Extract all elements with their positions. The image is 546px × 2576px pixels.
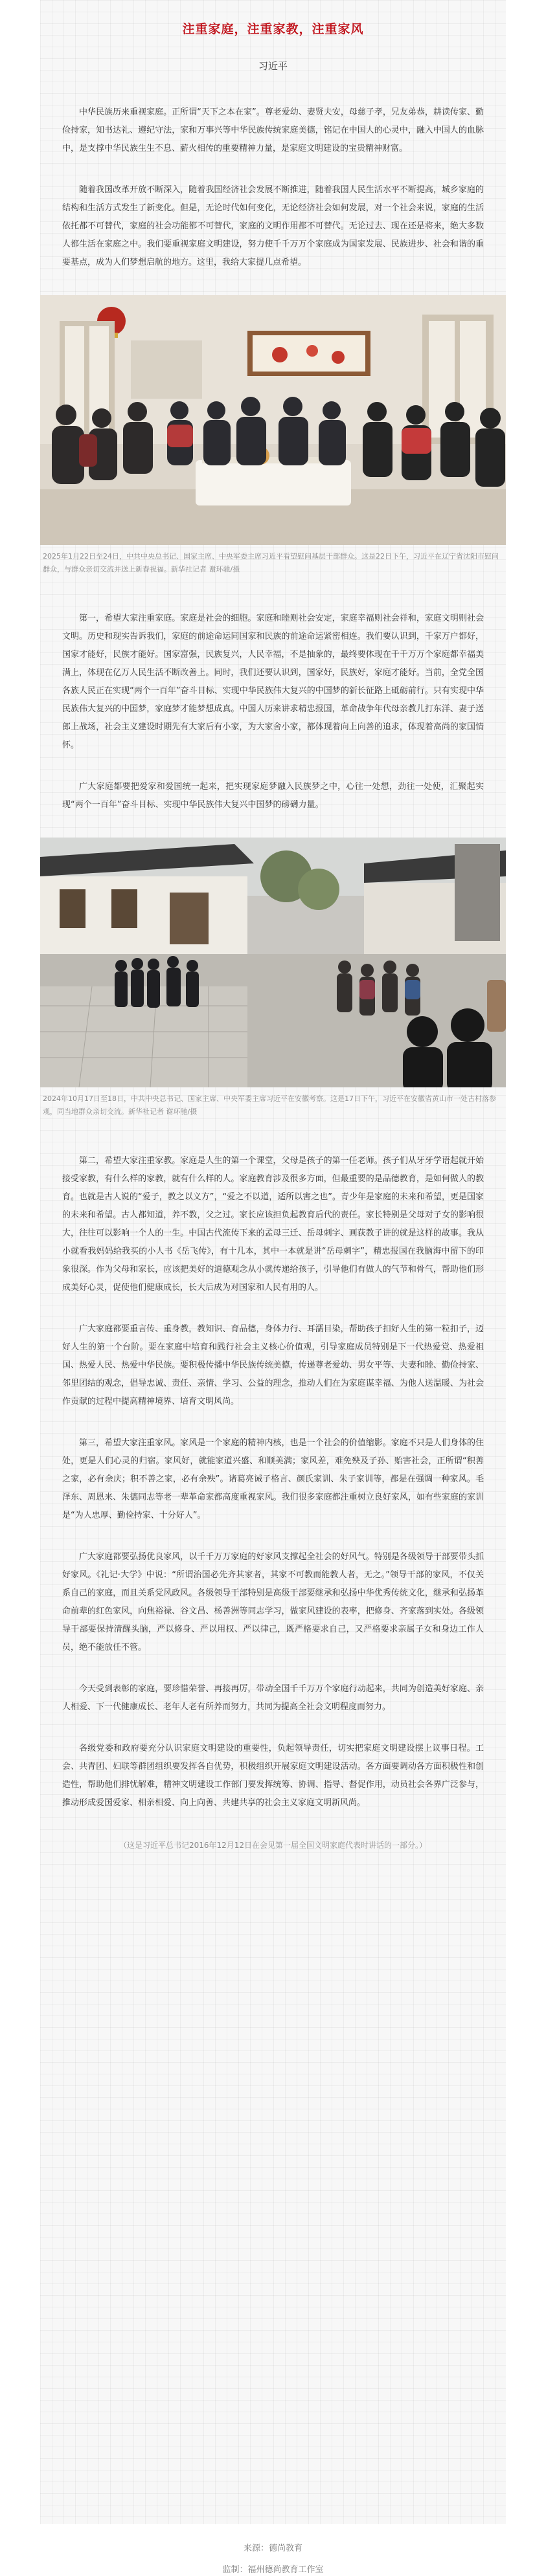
paragraph-2: 随着我国改革开放不断深入，随着我国经济社会发展不断推进，随着我国人民生活水平不断提高，城乡家庭的结构和生活方式发生了新变化。但是，无论时代如何变化，无论经济社会如何发展，对一个社会来说，家庭的生活依托都不可替代，家庭的社会功能都不可替代，家庭的文明作用都不可替代。无论过去、现在还是将来，绝大多数人都生活在家庭之中。我们要重视家庭文明建设，努力使千千万万个家庭成为国家发展、民族进步、社会和谐的重要基点，成为人们梦想启航的地方。这里，我给大家提几点希望。: [62, 185, 484, 267]
paragraph-5: 第二，希望大家注重家教。家庭是人生的第一个课堂，父母是孩子的第一任老师。孩子们从牙牙学语起就开始接受家教，有什么样的家教，就有什么样的人。家庭教育涉及很多方面，但最重要的是品德教育，是如何做人的教育。也就是古人说的“爱子，教之以义方”，“爱之不以道，适所以害之也”。青少年是家庭的未来和希望，更是国家的未来和希望。古人都知道，养不教，父之过。家长应该担负起教育后代的责任。家长特别是父母对子女的影响很大，往往可以影响一个人的一生。中国古代流传下来的孟母三迁、岳母刺字、画荻教子讲的就是这样的故事。我从小就看我妈妈给我买的小人书《岳飞传》，有十几本，其中一本就是讲“岳母刺字”，精忠报国在我脑海中留下的印象很深。作为父母和家长，应该把美好的道德观念从小就传递给孩子，引导他们有做人的气节和骨气，帮助他们形成美好心灵，促使他们健康成长，长大后成为对国家和人民有用的人。: [62, 1156, 484, 1293]
editor-line: 监制：福州德尚教育工作室: [222, 2565, 324, 2575]
photo-village-caption: 2024年10月17日至18日，中共中央总书记、国家主席、中央军委主席习近平在安徽考察。这是17日下午，习近平在安徽省黄山市一处古村落参观，同当地群众亲切交流。新华社记者 谢环驰/摄: [43, 1094, 496, 1116]
article-author: 习近平: [258, 60, 288, 72]
footer-note: （这是习近平总书记2016年12月12日在会见第一届全国文明家庭代表时讲话的一部分。）: [119, 1841, 427, 1850]
article: [40, 0, 506, 2524]
paragraph-1: 中华民族历来重视家庭。正所谓“天下之本在家”。尊老爱幼、妻贤夫安，母慈子孝，兄友弟恭，耕读传家、勤俭持家，知书达礼、遵纪守法，家和万事兴等中华民族传统家庭美德，铭记在中国人的心灵中，融入中国人的血脉中，是支撑中华民族生生不息、薪火相传的重要精神力量，是家庭文明建设的宝贵精神财富。: [62, 107, 484, 153]
paragraph-10: 各级党委和政府要充分认识家庭文明建设的重要性，负起领导责任，切实把家庭文明建设摆上议事日程。工会、共青团、妇联等群团组织要发挥各自优势，积极组织开展家庭文明建设活动。各方面要调动各方面积极性和创造性，帮助他们排忧解难，精神文明建设工作部门要发挥统筹、协调、指导、督促作用，动员社会各界广泛参与，推动形成爱国爱家、相亲相爱、向上向善、共建共享的社会主义家庭文明新风尚。: [62, 1744, 484, 1808]
paragraph-8: 广大家庭都要弘扬优良家风，以千千万万家庭的好家风支撑起全社会的好风气。特别是各级领导干部要带头抓好家风。《礼记·大学》中说：“所谓治国必先齐其家者，其家不可教而能教人者，无之。”领导干部的家风，不仅关系自己的家庭，而且关系党风政风。各级领导干部特别是高级干部要继承和弘扬中华优秀传统文化，继承和弘扬革命前辈的红色家风，向焦裕禄、谷文昌、杨善洲等同志学习，做家风建设的表率，把修身、齐家落到实处。各级领导干部要保持清醒头脑，严以修身、严以用权、严以律己，既严格要求自己，又严格要求亲属子女和身边工作人员，绝不能放任不管。: [62, 1552, 484, 1652]
paragraph-4: 广大家庭都要把爱家和爱国统一起来，把实现家庭梦融入民族梦之中，心往一处想，劲往一处使，汇聚起实现“两个一百年”奋斗目标、实现中华民族伟大复兴中国梦的磅礴力量。: [62, 782, 484, 810]
photo-village-image: [40, 838, 506, 1087]
paragraph-3: 第一，希望大家注重家庭。家庭是社会的细胞。家庭和睦则社会安定，家庭幸福则社会祥和，家庭文明则社会文明。历史和现实告诉我们，家庭的前途命运同国家和民族的前途命运紧密相连。我们要认识到，千家万户都好，国家才能好，民族才能好。国家富强，民族复兴，人民幸福，不是抽象的，最终要体现在千千万万个家庭都幸福美满上，体现在亿万人民生活不断改善上。同时，我们还要认识到，国家好，民族好，家庭才能好。当前，全党全国各族人民正在实现“两个一百年”奋斗目标、实现中华民族伟大复兴的中国梦的新长征路上砥砺前行。只有实现中华民族伟大复兴的中国梦，家庭梦才能梦想成真。中国人历来讲求精忠报国，革命战争年代母亲教儿打东洋、妻子送郎上战场，社会主义建设时期先有大家后有小家，为大家舍小家，都体现着向上向善的追求，体现着高尚的家国情怀。: [62, 614, 484, 750]
photo-meeting-image: [40, 295, 506, 545]
article-title: 注重家庭，注重家教，注重家风: [182, 22, 364, 36]
paragraph-6: 广大家庭都要重言传、重身教，教知识、育品德，身体力行、耳濡目染，帮助孩子扣好人生的第一粒扣子，迈好人生的第一个台阶。要在家庭中培育和践行社会主义核心价值观，引导家庭成员特别是下一代热爱党、热爱祖国、热爱人民、热爱中华民族。要积极传播中华民族传统美德，传递尊老爱幼、男女平等、夫妻和睦、勤俭持家、邻里团结的观念，倡导忠诚、责任、亲情、学习、公益的理念，推动人们在为家庭谋幸福、为他人送温暖、为社会作贡献的过程中提高精神境界、培育文明风尚。: [62, 1324, 484, 1406]
paragraph-9: 今天受到表彰的家庭，要珍惜荣誉、再接再厉，带动全国千千万万个家庭行动起来，共同为创造美好家庭、亲人相爱、下一代健康成长、老年人老有所养而努力，共同为提高全社会文明程度而努力。: [62, 1684, 484, 1712]
photo-meeting-caption: 2025年1月22日至24日，中共中央总书记、国家主席、中央军委主席习近平看望慰问基层干部群众。这是22日下午，习近平在辽宁省沈阳市慰问群众，与群众亲切交流并送上新春祝福。新华社记者 谢环驰/摄: [43, 552, 499, 573]
source-line: 来源：德尚教育: [243, 2544, 302, 2553]
paragraph-7: 第三，希望大家注重家风。家风是一个家庭的精神内核，也是一个社会的价值缩影。家庭不只是人们身体的住处，更是人们心灵的归宿。家风好，就能家道兴盛、和顺美满；家风差，难免殃及子孙、贻害社会，正所谓“积善之家，必有余庆；积不善之家，必有余殃”。诸葛亮诫子格言、颜氏家训、朱子家训等，都是在强调一种家风。毛泽东、周恩来、朱德同志等老一辈革命家都高度重视家风。我们很多家庭都注重树立良好家风，如有些家庭的家训是“为人忠厚、勤俭持家、十分好人”。: [62, 1438, 484, 1520]
